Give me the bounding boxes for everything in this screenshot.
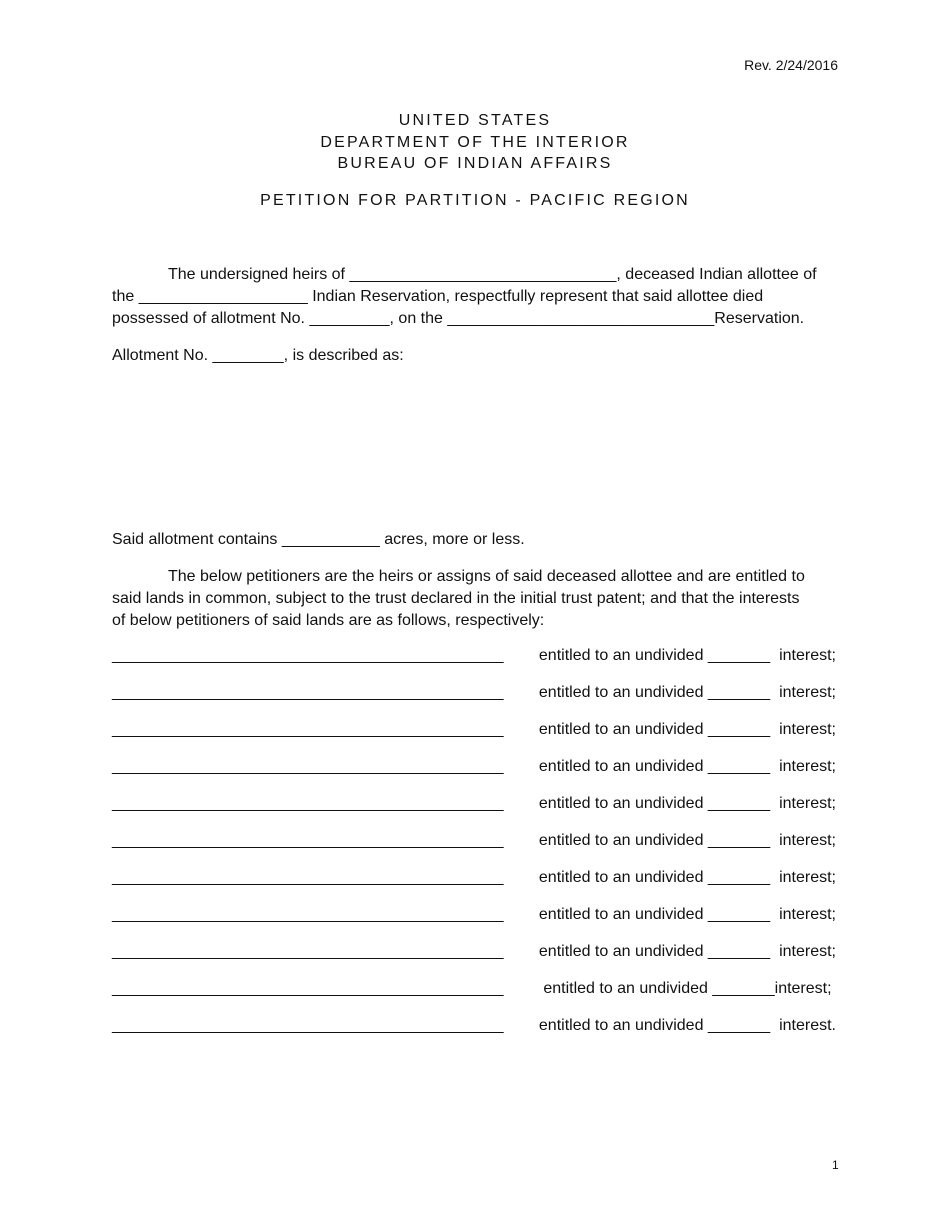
interest-statement: entitled to an undivided _______interest; [543,980,836,997]
interest-statement: entitled to an undivided _______ interest; [538,832,836,849]
interest-statement: entitled to an undivided _______ interest; [538,684,836,701]
petitioner-row [112,832,838,854]
interest-statement: entitled to an undivided _______ interest; [538,906,836,923]
petitioner-name-blank[interactable]: ____________________________________________ [112,980,504,997]
interest-statement: entitled to an undivided _______ interest; [538,943,836,960]
petitioner-row [112,1017,838,1039]
petitioners-line-3: of below petitioners of said lands are as follows, respectively: [112,612,545,629]
petitioner-row [112,906,838,928]
petitioners-paragraph [112,566,838,632]
petitioner-name-blank[interactable]: ____________________________________________ [112,943,504,960]
interest-statement: entitled to an undivided _______ interest; [538,795,836,812]
header-country: UNITED STATES [398,112,552,129]
revision-date: Rev. 2/24/2016 [744,57,838,73]
interest-statement: entitled to an undivided _______ interest; [538,758,836,775]
header-department: DEPARTMENT OF THE INTERIOR [320,134,630,151]
petitioner-row [112,980,838,1002]
petitioner-name-blank[interactable]: ____________________________________________ [112,795,504,812]
intro-paragraph [112,264,838,330]
intro-line-2: the ___________________ Indian Reservation, respectfully represent that said allottee died [112,288,764,305]
acres-statement: Said allotment contains ___________ acres, more or less. [112,531,525,548]
intro-line-1: The undersigned heirs of ______________________________, deceased Indian allottee of [168,266,817,283]
interest-statement: entitled to an undivided _______ interest. [538,1017,836,1034]
header-bureau: BUREAU OF INDIAN AFFAIRS [337,155,613,172]
petitioners-line-2: said lands in common, subject to the trust declared in the initial trust patent; and that the interests [112,590,800,607]
petitioner-row [112,647,838,669]
document-title: PETITION FOR PARTITION - PACIFIC REGION [260,192,690,209]
petitioner-name-blank[interactable]: ____________________________________________ [112,721,504,738]
petitioner-name-blank[interactable]: ____________________________________________ [112,1017,504,1034]
petitioner-row [112,721,838,743]
allotment-description-label: Allotment No. ________, is described as: [112,347,404,364]
petitioner-name-blank[interactable]: ____________________________________________ [112,906,504,923]
petitioner-name-blank[interactable]: ____________________________________________ [112,758,504,775]
petitioner-name-blank[interactable]: ____________________________________________ [112,684,504,701]
petitioner-name-blank[interactable]: ____________________________________________ [112,647,504,664]
interest-statement: entitled to an undivided _______ interest; [538,721,836,738]
petitioner-name-blank[interactable]: ____________________________________________ [112,832,504,849]
petitioner-row [112,943,838,965]
petitioner-row [112,795,838,817]
page-number: 1 [832,1158,839,1172]
petitioner-row [112,758,838,780]
intro-line-3: possessed of allotment No. _________, on the ______________________________Reservation. [112,310,805,327]
interest-statement: entitled to an undivided _______ interest; [538,869,836,886]
petitioner-row [112,684,838,706]
petitioner-name-blank[interactable]: ____________________________________________ [112,869,504,886]
petitioner-row [112,869,838,891]
interest-statement: entitled to an undivided _______ interest; [538,647,836,664]
petitioners-line-1: The below petitioners are the heirs or assigns of said deceased allottee and are entitled to [168,568,805,585]
